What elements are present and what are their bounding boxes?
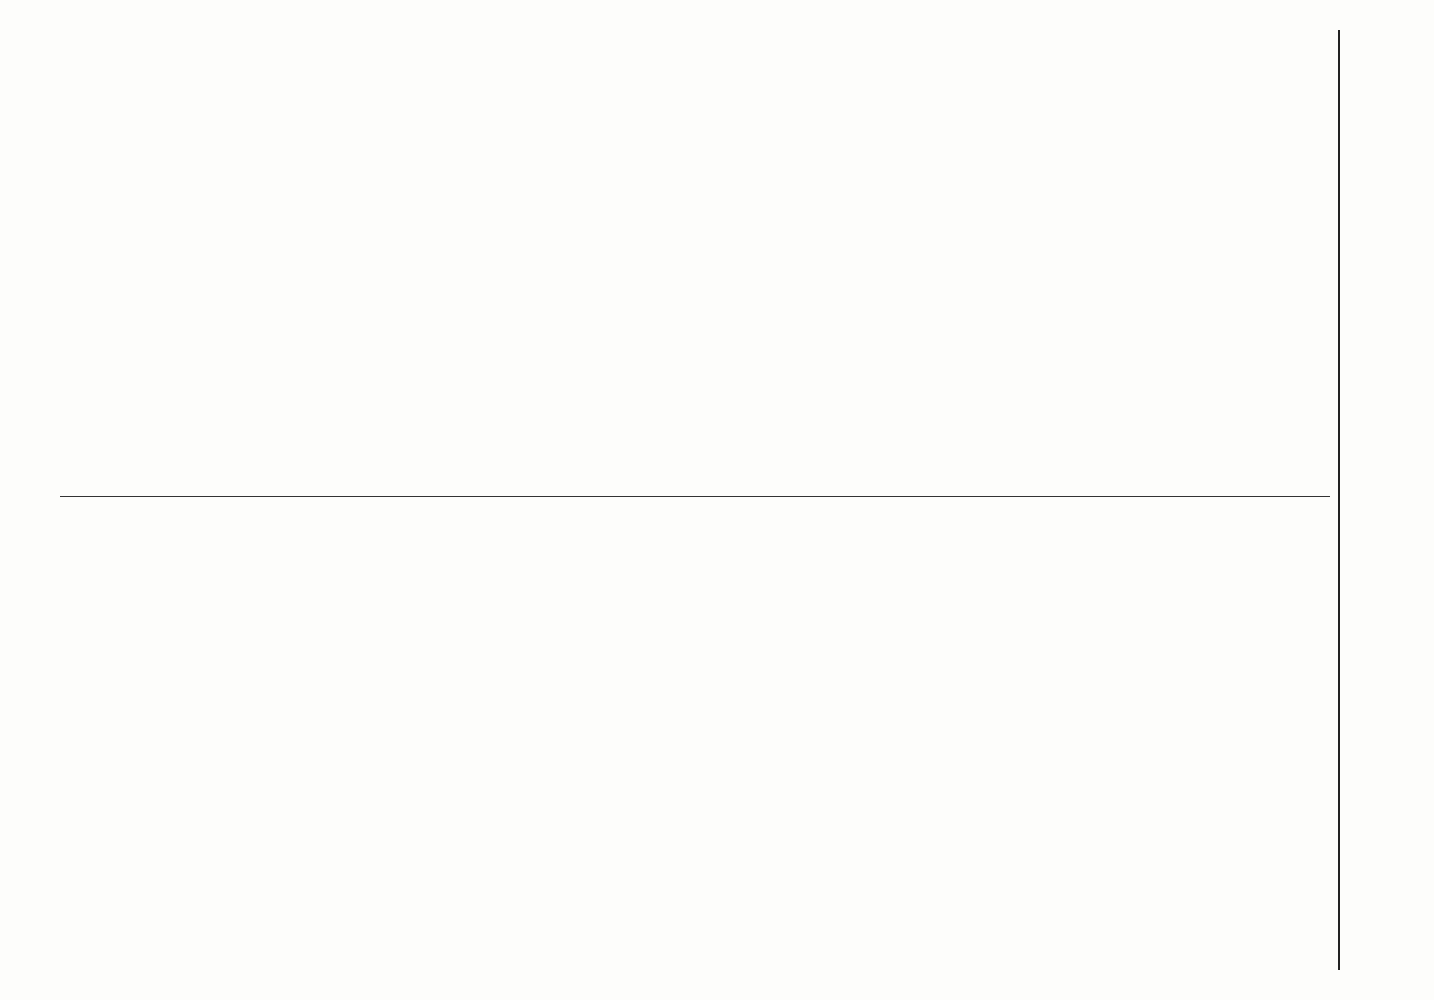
left-text-column	[60, 34, 1330, 482]
column-divider	[60, 496, 1330, 497]
header-rule	[1338, 30, 1340, 970]
right-text-column	[60, 516, 1330, 964]
page-header	[1342, 30, 1372, 970]
